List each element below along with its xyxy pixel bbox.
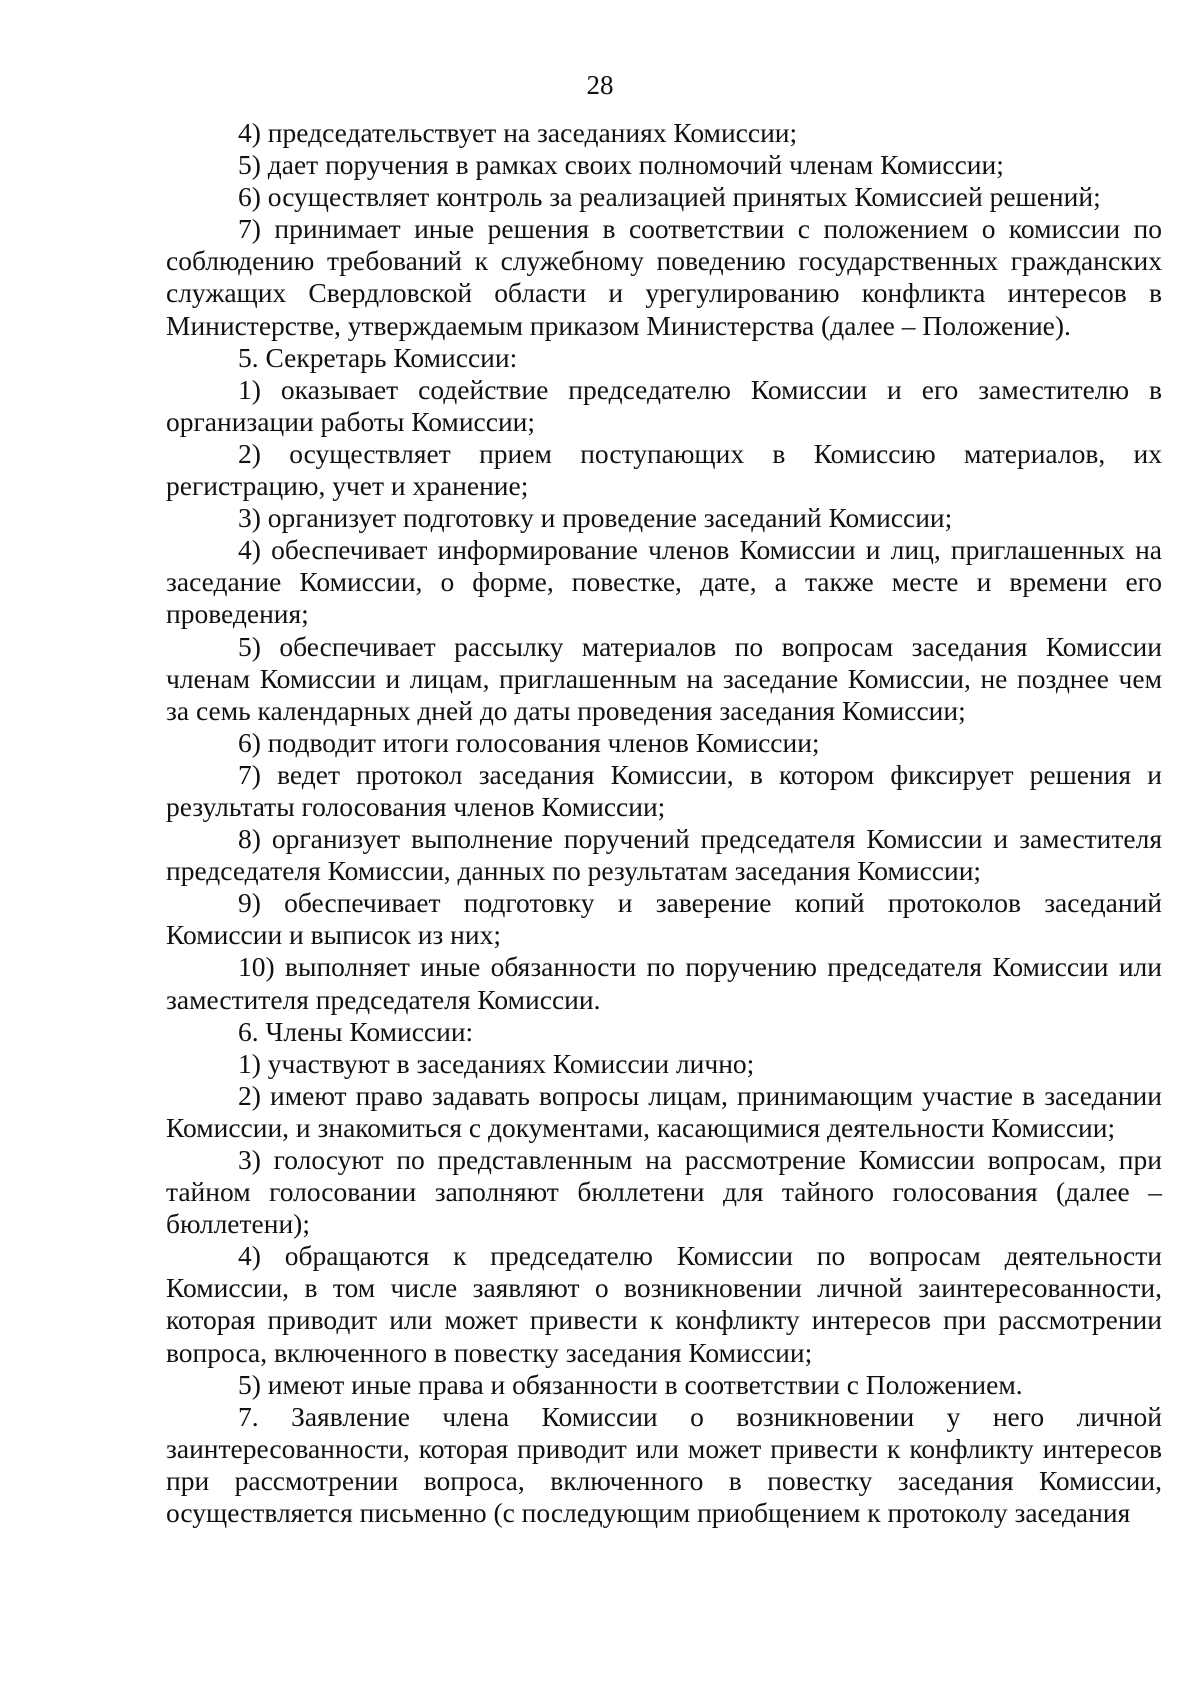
paragraph-secretary-duty-2: 2) осуществляет прием поступающих в Комиссию материалов, их регистрацию, учет и хранение; <box>166 437 1162 502</box>
paragraph-secretary-duty-4: 4) обеспечивает информирование членов Комиссии и лиц, приглашенных на заседание Комиссии, о форме, повестке, дате, а также месте и времени его проведения; <box>166 534 1162 630</box>
paragraph-member-duty-4: 4) обращаются к председателю Комиссии по вопросам деятельности Комиссии, в том числе заявляют о возникновении личной заинтересованности, которая приводит или может привести к конфликту интересов при рассмотрении вопроса, включенного в повестку заседания Комиссии; <box>166 1240 1162 1368</box>
paragraph-secretary-duty-3: 3) организует подготовку и проведение заседаний Комиссии; <box>238 502 953 534</box>
document-body <box>166 117 1162 1529</box>
paragraph-secretary-duty-5: 5) обеспечивает рассылку материалов по вопросам заседания Комиссии членам Комиссии и лицам, приглашенным на заседание Комиссии, не позднее чем за семь календарных дней до даты проведения заседания Комиссии; <box>166 630 1162 726</box>
section-heading-members: 6. Члены Комиссии: <box>238 1015 474 1047</box>
paragraph-chair-duty-4: 4) председательствует на заседаниях Комиссии; <box>238 117 798 148</box>
page-number: 28 <box>586 70 614 100</box>
paragraph-chair-duty-6: 6) осуществляет контроль за реализацией принятых Комиссией решений; <box>238 181 1101 213</box>
paragraph-chair-duty-5: 5) дает поручения в рамках своих полномочий членам Комиссии; <box>238 149 1004 181</box>
paragraph-member-duty-5: 5) имеют иные права и обязанности в соответствии с Положением. <box>238 1368 1023 1400</box>
section-paragraph-7-statement: 7. Заявление члена Комиссии о возникновении у него личной заинтересованности, которая приводит или может привести к конфликту интересов при рассмотрении вопроса, включенного в повестку заседания Комиссии, осуществляется письменно (с последующим приобщением к протоколу заседания <box>166 1400 1162 1529</box>
paragraph-member-duty-3: 3) голосуют по представленным на рассмотрение Комиссии вопросам, при тайном голосовании заполняют бюллетени для тайного голосования (далее – бюллетени); <box>166 1144 1162 1240</box>
paragraph-secretary-duty-8: 8) организует выполнение поручений председателя Комиссии и заместителя председателя Комиссии, данных по результатам заседания Комиссии; <box>166 823 1162 887</box>
paragraph-secretary-duty-9: 9) обеспечивает подготовку и заверение копий протоколов заседаний Комиссии и выписок из них; <box>166 887 1162 951</box>
paragraph-secretary-duty-7: 7) ведет протокол заседания Комиссии, в котором фиксирует решения и результаты голосования членов Комиссии; <box>166 758 1162 822</box>
paragraph-member-duty-2: 2) имеют право задавать вопросы лицам, принимающим участие в заседании Комиссии, и знакомиться с документами, касающимися деятельности Комиссии; <box>166 1079 1162 1143</box>
paragraph-secretary-duty-1: 1) оказывает содействие председателю Комиссии и его заместителю в организации работы Комиссии; <box>166 373 1162 437</box>
paragraph-secretary-duty-10: 10) выполняет иные обязанности по поручению председателя Комиссии или заместителя председателя Комиссии. <box>166 951 1162 1015</box>
paragraph-secretary-duty-6: 6) подводит итоги голосования членов Комиссии; <box>238 726 820 758</box>
paragraph-member-duty-1: 1) участвуют в заседаниях Комиссии лично; <box>238 1047 755 1079</box>
section-heading-secretary: 5. Секретарь Комиссии: <box>238 341 518 373</box>
paragraph-chair-duty-7: 7) принимает иные решения в соответствии с положением о комиссии по соблюдению требований к служебному поведению государственных гражданских служащих Свердловской области и урегулированию конфликта интересов в Министерстве, утверждаемым приказом Министерства (далее – Положение). <box>166 213 1162 341</box>
